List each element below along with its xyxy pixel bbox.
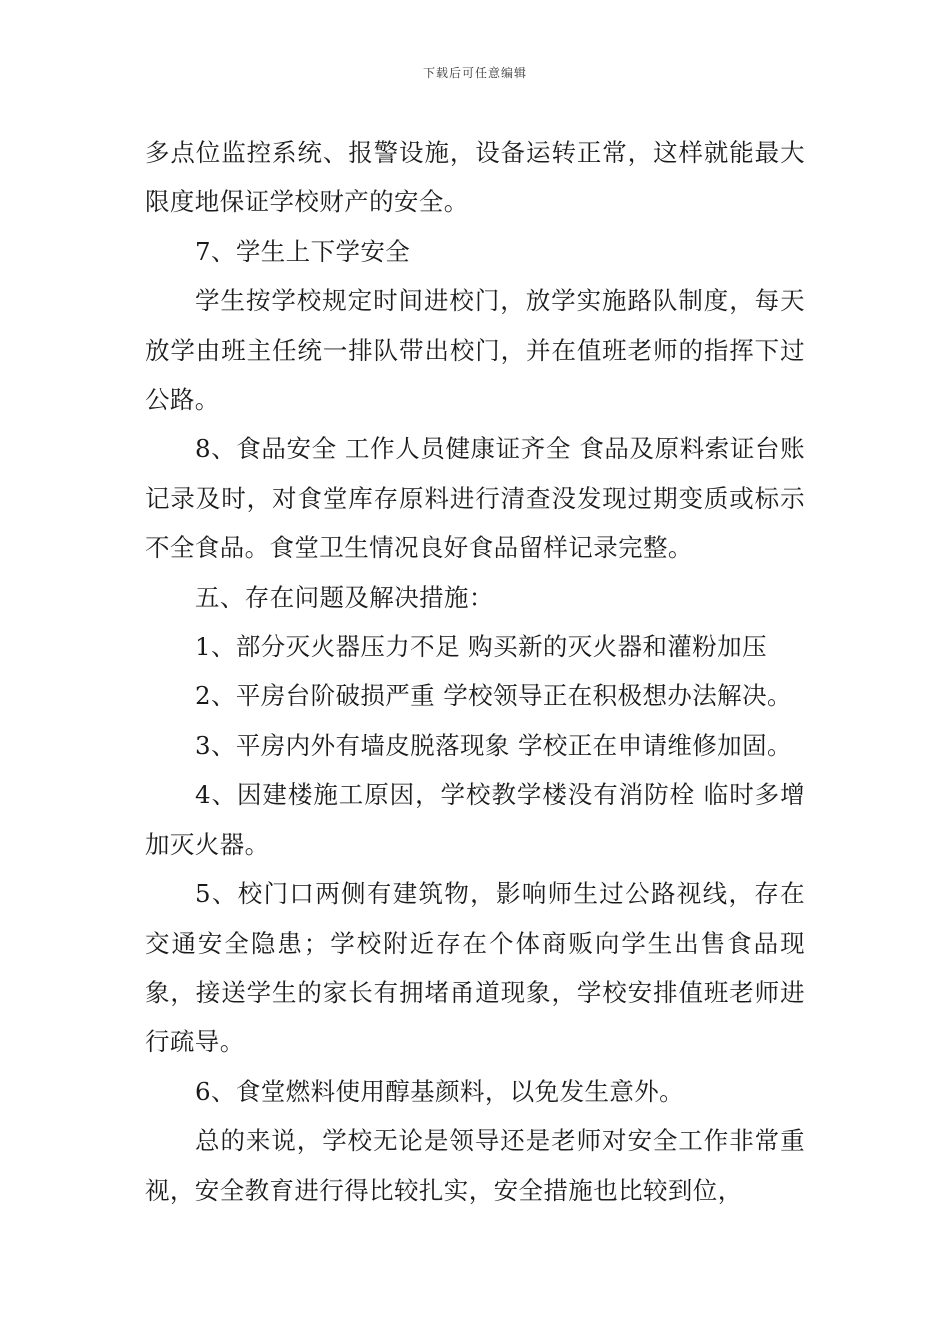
section-heading: 五、存在问题及解决措施： bbox=[195, 582, 494, 612]
paragraph: 多点位监控系统、报警设施，设备运转正常，这样就能最大限度地保证学校财产的安全。 bbox=[145, 138, 805, 217]
list-item: 3、平房内外有墙皮脱落现象 学校正在申请维修加固。 bbox=[195, 730, 792, 760]
list-item: 1、部分灭火器压力不足 购买新的灭火器和灌粉加压 bbox=[195, 632, 767, 662]
list-item: 4、因建楼施工原因，学校教学楼没有消防栓 临时多增加灭火器。 bbox=[145, 780, 805, 859]
paragraph: 总的来说，学校无论是领导还是老师对安全工作非常重视，安全教育进行得比较扎实，安全措施也比较到位， bbox=[145, 1126, 805, 1205]
page-header-note: 下载后可任意编辑 bbox=[422, 66, 527, 80]
list-item: 5、校门口两侧有建筑物，影响师生过公路视线，存在交通安全隐患；学校附近存在个体商贩向学生出售食品现象，接送学生的家长有拥堵甬道现象，学校安排值班老师进行疏导。 bbox=[145, 879, 805, 1057]
list-item: 2、平房台阶破损严重 学校领导正在积极想办法解决。 bbox=[195, 681, 792, 711]
paragraph: 学生按学校规定时间进校门，放学实施路队制度，每天放学由班主任统一排队带出校门，并在值班老师的指挥下过公路。 bbox=[145, 286, 805, 415]
section-heading: 7、学生上下学安全 bbox=[195, 236, 411, 266]
list-item: 6、食堂燃料使用醇基颜料，以免发生意外。 bbox=[195, 1076, 685, 1106]
paragraph: 8、食品安全 工作人员健康证齐全 食品及原料索证台账记录及时，对食堂库存原料进行清查没发现过期变质或标示不全食品。食堂卫生情况良好食品留样记录完整。 bbox=[145, 434, 805, 563]
document-body bbox=[145, 128, 805, 1215]
